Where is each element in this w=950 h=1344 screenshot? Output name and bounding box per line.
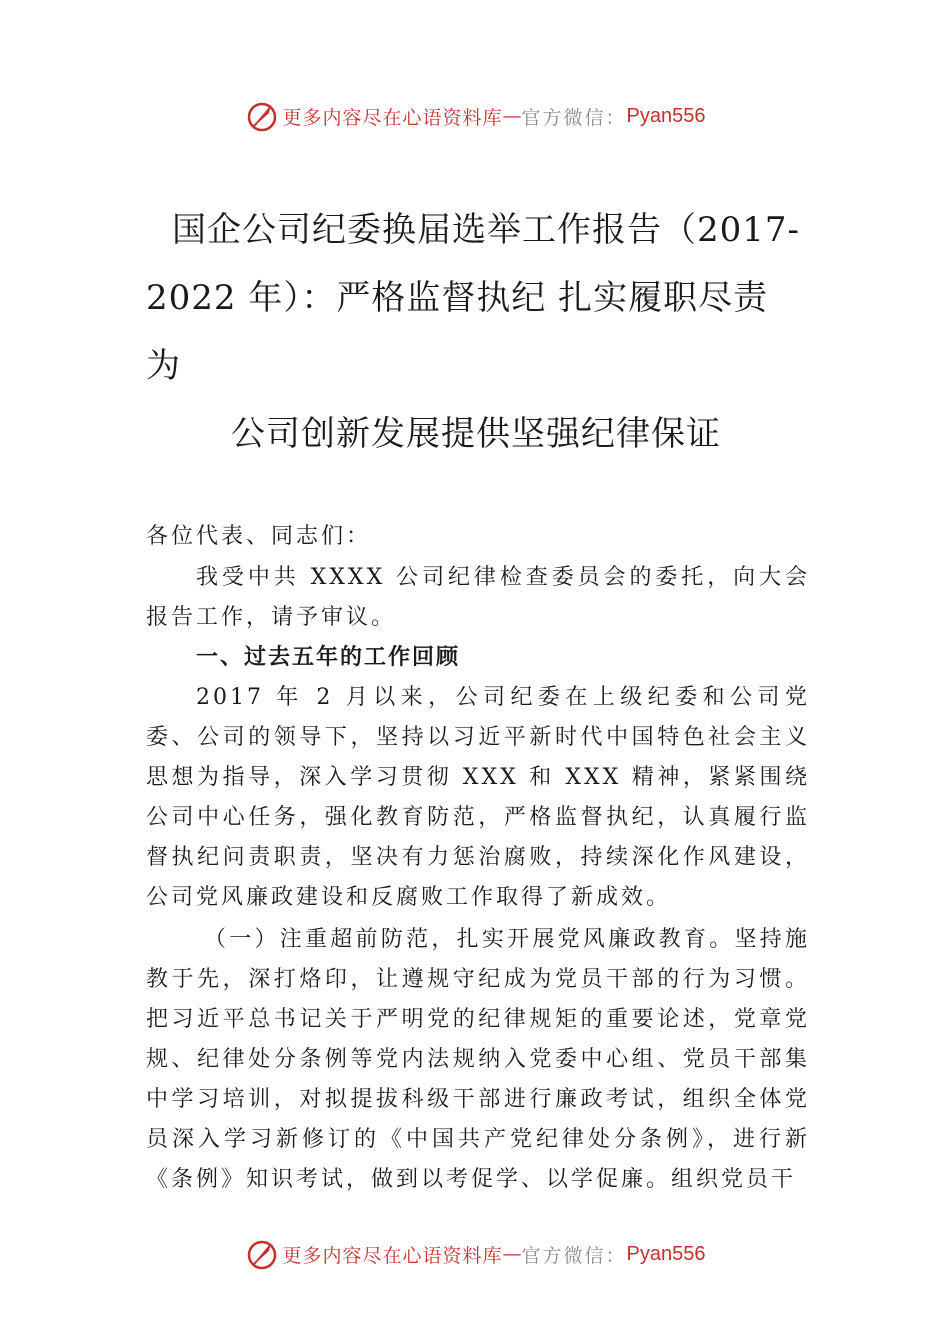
intro-paragraph: 我受中共 XXXX 公司纪律检查委员会的委托，向大会报告工作，请予审议。 xyxy=(146,565,810,630)
title-line-4: 公司创新发展提供坚强纪律保证 xyxy=(231,414,721,454)
greeting: 各位代表、同志们： xyxy=(146,524,372,549)
title-line-2: 2022 年）：严格监督执纪 扎实履职尽责 xyxy=(146,278,769,318)
section-heading: 一、过去五年的工作回顾 xyxy=(196,645,461,670)
banner-separator: — xyxy=(502,1243,522,1265)
banner-wechat-id: Pyan556 xyxy=(626,1242,706,1265)
body-paragraph-2: （一）注重超前防范，扎实开展党风廉政教育。坚持施教于先，深打烙印，让遵规守纪成为党员干部的行为习惯。 把习近平总书记关于严明党的纪律规矩的重要论述，党章党规、纪律处分条例等党内法规纳入党委中心组、党员干部集中学习培训，对拟提拔科级干部进行廉政考试，组织全体党员深入学习新修订的《中国共产党纪律处分条例》，进行新《条例》知识考试，做到以考促学、以学促廉。组织党员干 xyxy=(146,927,810,1192)
title-line-1: 国企公司纪委换届选举工作报告（2017- xyxy=(172,210,801,250)
banner-wechat-label: 官方微信： xyxy=(521,106,627,129)
footer-banner xyxy=(0,1234,950,1274)
banner-brand: 更多内容尽在心语资料库 xyxy=(282,1244,503,1267)
banner-separator: — xyxy=(502,105,522,127)
quill-logo-icon xyxy=(245,99,279,133)
title-line-3: 为 xyxy=(146,346,181,386)
banner-wechat-id: Pyan556 xyxy=(626,104,706,127)
banner-wechat-label: 官方微信： xyxy=(521,1244,627,1267)
banner-brand: 更多内容尽在心语资料库 xyxy=(282,106,503,129)
quill-logo-icon xyxy=(245,1237,279,1271)
header-banner xyxy=(0,96,950,136)
body-paragraph-1: 2017 年 2 月以来，公司纪委在上级纪委和公司党委、公司的领导下，坚持以习近平新时代中国特色社会主义思想为指导，深入学习贯彻 XXX 和 XXX 精神，紧紧围绕公司中心任务，强化教育防范，严格监督执纪，认真履行监督执纪问责职责，坚决有力惩治腐败，持续深化作风建设，公司党风廉政建设和反腐败工作取得了新成效。 xyxy=(146,685,810,910)
